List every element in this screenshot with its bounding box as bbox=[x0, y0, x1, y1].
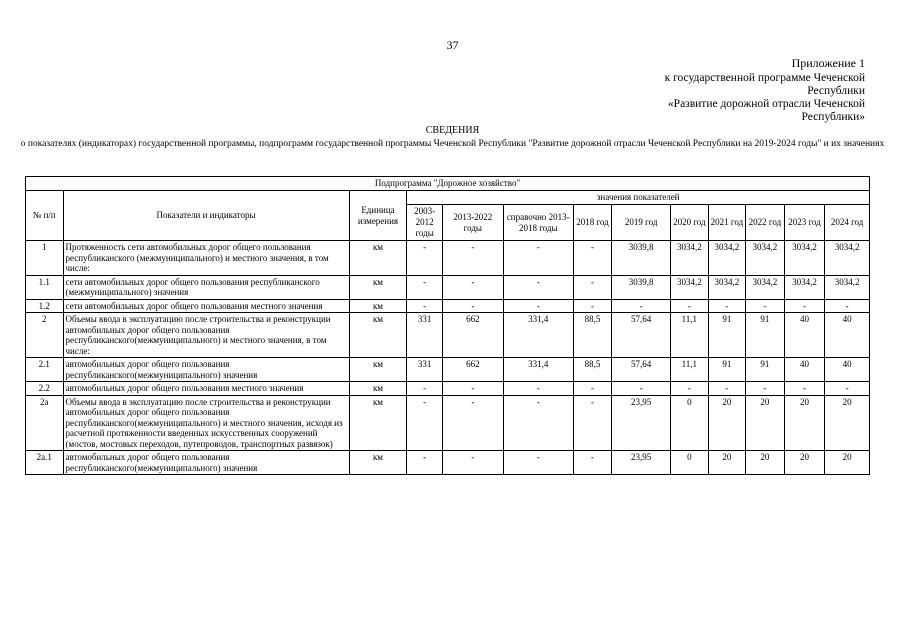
row-value: - bbox=[612, 299, 671, 313]
row-value: - bbox=[503, 275, 573, 299]
row-value: 40 bbox=[784, 313, 825, 358]
indicators-table bbox=[25, 176, 870, 475]
row-value: - bbox=[407, 241, 443, 276]
header-year: 2021 год bbox=[708, 205, 746, 241]
header-year: 2018 год bbox=[573, 205, 612, 241]
row-value: - bbox=[503, 382, 573, 396]
table-row bbox=[26, 313, 870, 358]
row-value: 20 bbox=[784, 395, 825, 451]
row-value: 40 bbox=[825, 358, 870, 382]
header-year: 2022 год bbox=[746, 205, 785, 241]
row-unit: км bbox=[349, 395, 407, 451]
row-value: - bbox=[442, 275, 503, 299]
row-value: - bbox=[671, 382, 709, 396]
row-value: 91 bbox=[746, 313, 785, 358]
header-year: 2013-2022 годы bbox=[442, 205, 503, 241]
row-value: - bbox=[407, 275, 443, 299]
appendix-title: Приложение 1 bbox=[791, 56, 865, 70]
appendix-line-2: Республики bbox=[807, 85, 865, 97]
row-indicator-name: Объемы ввода в эксплуатацию после строительства и реконструкции автомобильных дорог общего пользования республиканского(межмуниципального) и местного значения, в том числе: bbox=[63, 313, 349, 358]
row-value: 20 bbox=[825, 451, 870, 475]
row-unit: км bbox=[349, 313, 407, 358]
row-value: - bbox=[573, 275, 612, 299]
row-value: - bbox=[503, 299, 573, 313]
header-year: 2020 год bbox=[671, 205, 709, 241]
row-value: 331 bbox=[407, 358, 443, 382]
row-value: - bbox=[407, 451, 443, 475]
subprogram-title: Подпрограмма "Дорожное хозяйство" bbox=[26, 177, 870, 191]
row-unit: км bbox=[349, 382, 407, 396]
row-value: 57,64 bbox=[612, 313, 671, 358]
row-num: 1 bbox=[26, 241, 64, 276]
row-value: 3034,2 bbox=[746, 241, 785, 276]
row-value: 331,4 bbox=[503, 358, 573, 382]
row-value: - bbox=[442, 241, 503, 276]
row-indicator-name: сети автомобильных дорог общего пользования местного значения bbox=[63, 299, 349, 313]
row-value: 0 bbox=[671, 451, 709, 475]
row-value: - bbox=[825, 299, 870, 313]
row-value: 662 bbox=[442, 313, 503, 358]
row-value: 20 bbox=[825, 395, 870, 451]
row-indicator-name: сети автомобильных дорог общего пользования республиканского (межмуниципального) значения bbox=[63, 275, 349, 299]
table-row bbox=[26, 395, 870, 451]
row-value: 88,5 bbox=[573, 358, 612, 382]
row-num: 1.2 bbox=[26, 299, 64, 313]
appendix-line-3: «Развитие дорожной отрасли Чеченской bbox=[667, 98, 865, 110]
row-value: - bbox=[573, 382, 612, 396]
row-value: - bbox=[407, 382, 443, 396]
table-row bbox=[26, 299, 870, 313]
table-row bbox=[26, 382, 870, 396]
row-value: 3034,2 bbox=[708, 275, 746, 299]
appendix-line-1: к государственной программе Чеченской bbox=[664, 72, 865, 84]
row-value: 88,5 bbox=[573, 313, 612, 358]
row-indicator-name: Объемы ввода в эксплуатацию после строительства и реконструкции автомобильных дорог общего пользования республиканского(межмуниципального) и местного значения, исходя из расчетной протяженности введенных искусственных сооружений (мостов, мостовых переходов, путепроводов, транспортных развязок) bbox=[63, 395, 349, 451]
header-row-1 bbox=[26, 191, 870, 205]
row-value: 3034,2 bbox=[746, 275, 785, 299]
row-value: 57,64 bbox=[612, 358, 671, 382]
row-value: 23,95 bbox=[612, 451, 671, 475]
header-year: 2019 год bbox=[612, 205, 671, 241]
row-value: 3039,8 bbox=[612, 275, 671, 299]
header-unit: Единица измерения bbox=[349, 191, 407, 241]
header-num: № п/п bbox=[26, 191, 64, 241]
row-value: 11,1 bbox=[671, 358, 709, 382]
row-num: 2.1 bbox=[26, 358, 64, 382]
row-unit: км bbox=[349, 451, 407, 475]
header-year: справочно 2013-2018 годы bbox=[503, 205, 573, 241]
row-value: 0 bbox=[671, 395, 709, 451]
row-value: 91 bbox=[708, 313, 746, 358]
document-title: СВЕДЕНИЯ bbox=[425, 125, 480, 136]
header-indicator: Показатели и индикаторы bbox=[63, 191, 349, 241]
header-values-group: значения показателей bbox=[407, 191, 870, 205]
row-value: - bbox=[573, 451, 612, 475]
row-value: - bbox=[442, 395, 503, 451]
row-num: 1.1 bbox=[26, 275, 64, 299]
row-value: 3034,2 bbox=[825, 241, 870, 276]
row-value: 3034,2 bbox=[708, 241, 746, 276]
row-value: - bbox=[784, 299, 825, 313]
row-value: 20 bbox=[746, 451, 785, 475]
row-value: 20 bbox=[784, 451, 825, 475]
appendix-caption bbox=[615, 72, 865, 124]
header-year: 2023 год bbox=[784, 205, 825, 241]
table-body bbox=[26, 241, 870, 475]
row-value: 3034,2 bbox=[671, 275, 709, 299]
table-row bbox=[26, 275, 870, 299]
row-value: - bbox=[573, 241, 612, 276]
row-unit: км bbox=[349, 241, 407, 276]
row-unit: км bbox=[349, 275, 407, 299]
row-indicator-name: автомобильных дорог общего пользования местного значения bbox=[63, 382, 349, 396]
row-value: - bbox=[503, 241, 573, 276]
row-indicator-name: автомобильных дорог общего пользования республиканского(межмуниципального) значения bbox=[63, 451, 349, 475]
row-value: 23,95 bbox=[612, 395, 671, 451]
page-number: 37 bbox=[446, 38, 459, 52]
table-row bbox=[26, 241, 870, 276]
row-value: 40 bbox=[784, 358, 825, 382]
row-value: 3034,2 bbox=[784, 275, 825, 299]
row-value: - bbox=[573, 395, 612, 451]
row-value: - bbox=[442, 382, 503, 396]
row-value: - bbox=[708, 299, 746, 313]
row-value: - bbox=[671, 299, 709, 313]
row-value: 3039,8 bbox=[612, 241, 671, 276]
header-year: 2003-2012 годы bbox=[407, 205, 443, 241]
row-value: - bbox=[746, 382, 785, 396]
row-value: 331,4 bbox=[503, 313, 573, 358]
row-value: - bbox=[612, 382, 671, 396]
appendix-line-4: Республики» bbox=[801, 111, 865, 123]
row-value: - bbox=[573, 299, 612, 313]
row-num: 2 bbox=[26, 313, 64, 358]
header-year: 2024 год bbox=[825, 205, 870, 241]
row-value: 91 bbox=[708, 358, 746, 382]
row-value: 40 bbox=[825, 313, 870, 358]
row-value: - bbox=[746, 299, 785, 313]
row-value: - bbox=[442, 299, 503, 313]
subprogram-row bbox=[26, 177, 870, 191]
row-value: 91 bbox=[746, 358, 785, 382]
row-value: 3034,2 bbox=[671, 241, 709, 276]
row-value: - bbox=[784, 382, 825, 396]
row-value: 331 bbox=[407, 313, 443, 358]
row-value: - bbox=[825, 382, 870, 396]
row-num: 2а bbox=[26, 395, 64, 451]
row-value: - bbox=[503, 451, 573, 475]
row-indicator-name: автомобильных дорог общего пользования республиканского(межмуниципального) значения bbox=[63, 358, 349, 382]
row-value: 20 bbox=[746, 395, 785, 451]
table-row bbox=[26, 358, 870, 382]
row-num: 2а.1 bbox=[26, 451, 64, 475]
row-value: 11,1 bbox=[671, 313, 709, 358]
row-indicator-name: Протяженность сети автомобильных дорог общего пользования республиканского (межмуниципального) и местного значения, в том числе: bbox=[63, 241, 349, 276]
row-value: - bbox=[407, 299, 443, 313]
row-unit: км bbox=[349, 358, 407, 382]
row-unit: км bbox=[349, 299, 407, 313]
row-value: 20 bbox=[708, 451, 746, 475]
row-value: - bbox=[503, 395, 573, 451]
row-value: 3034,2 bbox=[784, 241, 825, 276]
row-num: 2.2 bbox=[26, 382, 64, 396]
document-subtitle: о показателях (индикаторах) государственной программы, подпрограмм государственной программы Чеченской Республики "Развитие дорожной отрасли Чеченской Республики на 2019-2024 годы" и их значениях bbox=[20, 139, 885, 149]
table-row bbox=[26, 451, 870, 475]
row-value: 20 bbox=[708, 395, 746, 451]
row-value: - bbox=[407, 395, 443, 451]
row-value: - bbox=[708, 382, 746, 396]
row-value: 3034,2 bbox=[825, 275, 870, 299]
row-value: 662 bbox=[442, 358, 503, 382]
row-value: - bbox=[442, 451, 503, 475]
